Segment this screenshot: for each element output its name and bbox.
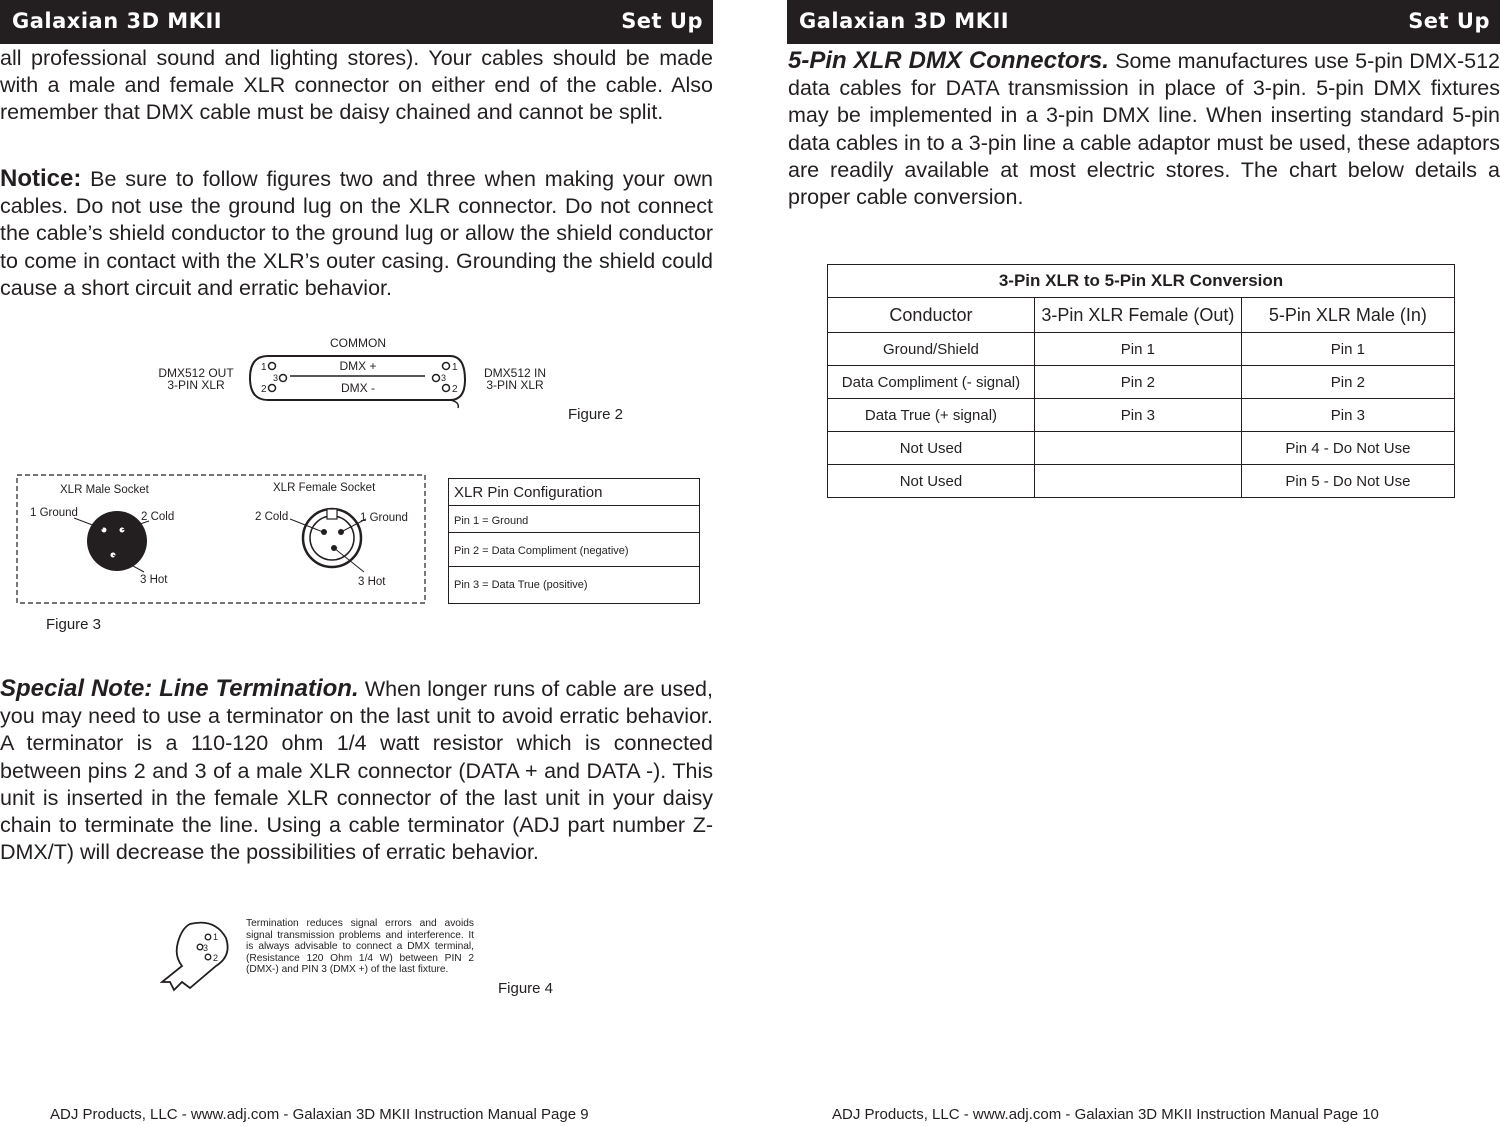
hot-label: 3 Hot [140, 574, 168, 586]
figure-3-caption: Figure 3 [46, 616, 102, 633]
table-header-row [828, 298, 1455, 333]
pin-3-label: 3 [273, 373, 279, 383]
notice-paragraph [0, 165, 713, 302]
dmx-out-sub-label: 3-PIN XLR [167, 378, 225, 392]
pin-2-icon [443, 385, 450, 392]
table-cell: Pin 1 [1241, 333, 1454, 366]
notice-text: Be sure to follow figures two and three when making your own cables. Do not use the ground lug on the XLR connector. Do not connect the cable’s shield conductor to the ground lug or allow the shield conductor to come in contact with the XLR’s outer casing. Grounding the shield could cause a short circuit and erratic behavior. [0, 167, 713, 300]
page-footer: ADJ Products, LLC - www.adj.com - Galaxian 3D MKII Instruction Manual Page 10 [832, 1106, 1379, 1123]
table-cell: Ground/Shield [828, 333, 1035, 366]
pin-2-label: 2 [452, 384, 458, 395]
header-section: Set Up [621, 9, 703, 33]
special-note-text: When longer runs of cable are used, you may need to use a terminator on the last unit to avoid erratic behavior. A terminator is a 110-120 ohm 1/4 watt resistor which is connected between pins 2 and 3 of a male XLR connector (DATA + and DATA -). This unit is inserted in the female XLR connector of the last unit in your daisy chain to terminate the line. Using a cable terminator (ADJ part number Z-DMX/T) will decrease the possibilities of erratic behavior. [0, 677, 713, 865]
table-cell: Pin 2 [1241, 366, 1454, 399]
terminator-diagram [160, 916, 240, 998]
column-header: 3-Pin XLR Female (Out) [1034, 298, 1241, 333]
page-header [787, 0, 1500, 44]
pin-config-row: Pin 1 = Ground [449, 506, 699, 533]
table-row [828, 333, 1455, 366]
table-cell: Pin 5 - Do Not Use [1241, 465, 1454, 498]
table-row [828, 432, 1455, 465]
pin-1-icon [205, 934, 211, 940]
pin-config-row: Pin 2 = Data Compliment (negative) [449, 533, 699, 567]
table-cell: Not Used [828, 465, 1035, 498]
table-cell: Not Used [828, 432, 1035, 465]
dmx-out-label: DMX512 OUT [158, 366, 234, 380]
five-pin-paragraph [788, 47, 1500, 211]
table-cell: Pin 3 [1034, 399, 1241, 432]
pin-1-icon [269, 363, 276, 370]
figure-2-caption: Figure 2 [568, 406, 624, 423]
termination-note: Termination reduces signal errors and avoids signal transmission problems and interference. It is always advisable to connect a DMX terminal, (Resistance 120 Ohm 1/4 W) between PIN 2 (DMX-) and PIN 3 (DMX +) of the last fixture. [246, 918, 474, 976]
column-header: 5-Pin XLR Male (In) [1241, 298, 1454, 333]
pin-2-icon [269, 385, 276, 392]
table-row [828, 399, 1455, 432]
special-note-label: Special Note: Line Termination. [0, 675, 359, 702]
table-cell [1034, 465, 1241, 498]
table-cell: Data True (+ signal) [828, 399, 1035, 432]
table-row [828, 465, 1455, 498]
female-key-notch [327, 509, 337, 519]
table-cell: Pin 1 [1034, 333, 1241, 366]
pin-3-icon [197, 944, 203, 950]
cold-label: 2 Cold [255, 511, 289, 523]
pin-3-label: 3 [203, 943, 209, 953]
pin-config-table [448, 478, 700, 604]
ground-label: 1 Ground [30, 507, 78, 519]
common-label: COMMON [330, 336, 386, 350]
dmx-in-label: DMX512 IN [483, 366, 547, 380]
conversion-table-title: 3-Pin XLR to 5-Pin XLR Conversion [828, 265, 1455, 298]
column-header: Conductor [828, 298, 1035, 333]
intro-paragraph: all professional sound and lighting stores). Your cables should be made with a male and female XLR connector on either end of the cable. Also remember that DMX cable must be daisy chained and cannot be split. [0, 46, 713, 125]
hot-label: 3 Hot [358, 576, 386, 588]
table-cell: Pin 2 [1034, 366, 1241, 399]
table-row [828, 366, 1455, 399]
figure-2-diagram [140, 330, 560, 410]
pin-3-icon [280, 375, 287, 382]
pin-1-label: 1 [213, 932, 219, 942]
male-socket-title: XLR Male Socket [60, 484, 149, 496]
table-cell: Data Compliment (- signal) [828, 366, 1035, 399]
dmx-plus-label: DMX + [339, 359, 377, 373]
pin-config-title: XLR Pin Configuration [449, 479, 699, 506]
table-cell: Pin 4 - Do Not Use [1241, 432, 1454, 465]
dmx-in-sub-label: 3-PIN XLR [486, 378, 544, 392]
cable-tail [450, 400, 458, 408]
table-cell [1034, 432, 1241, 465]
pin-config-row: Pin 3 = Data True (positive) [454, 579, 588, 591]
figure-4-caption: Figure 4 [498, 980, 554, 997]
table-cell: Pin 3 [1241, 399, 1454, 432]
header-section: Set Up [1408, 9, 1490, 33]
conversion-table [827, 264, 1455, 498]
pin-2-label: 2 [261, 384, 267, 395]
figure-3-diagram [16, 474, 428, 604]
special-note-paragraph [0, 675, 713, 866]
page-header [0, 0, 713, 44]
header-title: Galaxian 3D MKII [799, 9, 1010, 33]
pin-1-label: 1 [452, 362, 458, 373]
ground-label: 1 Ground [360, 512, 408, 524]
pin-2-label: 2 [213, 953, 219, 963]
notice-label: Notice: [0, 165, 82, 192]
pin-3-label: 3 [441, 373, 447, 383]
male-socket-icon [87, 511, 147, 571]
pin-3-icon [433, 375, 440, 382]
pin-1-label: 1 [261, 362, 267, 373]
pin-1-icon [443, 363, 450, 370]
cold-label: 2 Cold [141, 511, 175, 523]
right-page [750, 0, 1500, 1126]
five-pin-text: Some manufactures use 5-pin DMX-512 data cables for DATA transmission in place of 3-pin. 5-pin DMX fixtures may be implemented in a 3-pin DMX line. When inserting standard 5-pin data cables in to a 3-pin line a cable adaptor must be used, these adaptors are readily available at most electric stores. The chart below details a proper cable conversion. [788, 49, 1500, 210]
page-footer: ADJ Products, LLC - www.adj.com - Galaxian 3D MKII Instruction Manual Page 9 [50, 1106, 589, 1123]
female-socket-title: XLR Female Socket [273, 482, 376, 494]
five-pin-label: 5-Pin XLR DMX Connectors. [788, 47, 1109, 74]
header-title: Galaxian 3D MKII [12, 9, 223, 33]
female-socket-inner [310, 516, 354, 560]
dmx-minus-label: DMX - [341, 381, 375, 395]
pin-2-icon [205, 954, 211, 960]
